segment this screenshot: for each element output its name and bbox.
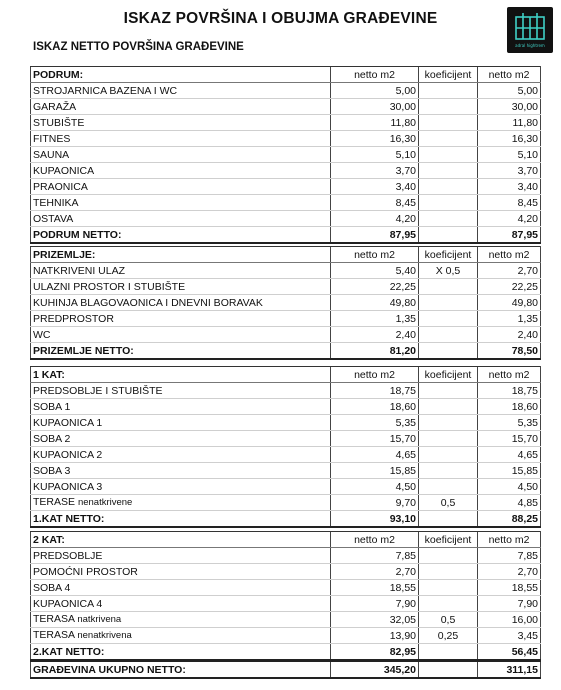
netto-value: 32,05 [331,612,419,628]
netto-adjusted-value: 18,55 [478,580,541,596]
column-header-netto: netto m2 [331,67,419,83]
room-name [31,83,331,99]
total-koeficijent [419,644,478,661]
total-koeficijent [419,227,478,244]
room-name [31,263,331,279]
room-name [31,548,331,564]
netto-adjusted-value: 3,70 [478,163,541,179]
netto-adjusted-value: 4,85 [478,495,541,511]
room-name [31,211,331,227]
netto-adjusted-value: 16,30 [478,131,541,147]
total-label: 1.KAT NETTO: [31,511,331,528]
room-label: POMOĆNI PROSTOR [33,565,138,578]
table-row [31,327,541,343]
koeficijent-value [419,580,478,596]
netto-value: 2,70 [331,564,419,580]
netto-adjusted-value: 3,45 [478,628,541,644]
room-label-detail: nenatkrivene [77,497,133,508]
room-name [31,195,331,211]
section-header-row [31,247,541,263]
total-koeficijent [419,511,478,528]
section-header-row [31,532,541,548]
room-label: ULAZNI PROSTOR I STUBIŠTE [33,280,186,293]
netto-adjusted-value: 16,00 [478,612,541,628]
room-name [31,495,331,511]
netto-value: 8,45 [331,195,419,211]
table-row [31,279,541,295]
room-name [31,415,331,431]
netto-value: 15,70 [331,431,419,447]
column-header-netto-adjusted: netto m2 [478,67,541,83]
room-name [31,131,331,147]
netto-adjusted-value: 18,60 [478,399,541,415]
section-3 [30,531,540,661]
netto-value: 7,85 [331,548,419,564]
netto-adjusted-value: 5,35 [478,415,541,431]
room-name [31,327,331,343]
room-label-detail: natkrivena [77,614,122,625]
koeficijent-value [419,131,478,147]
koeficijent-value [419,147,478,163]
room-name [31,295,331,311]
total-netto-adjusted: 88,25 [478,511,541,528]
room-name [31,115,331,131]
grand-total-row [31,661,541,678]
netto-value: 5,35 [331,415,419,431]
table-row [31,83,541,99]
grand-total-label: GRAĐEVINA UKUPNO NETTO: [31,661,331,678]
total-label: PODRUM NETTO: [31,227,331,244]
netto-adjusted-value: 15,85 [478,463,541,479]
netto-value: 3,70 [331,163,419,179]
netto-value: 18,60 [331,399,419,415]
section-0 [30,66,540,244]
room-label: SOBA 1 [33,400,71,413]
table-row [31,131,541,147]
table-row [31,596,541,612]
column-header-netto: netto m2 [331,367,419,383]
room-name [31,447,331,463]
koeficijent-value [419,564,478,580]
column-header-koeficijent: koeficijent [419,367,478,383]
netto-adjusted-value: 5,10 [478,147,541,163]
room-label: KUPAONICA 2 [33,448,103,461]
room-name [31,628,331,644]
netto-value: 7,90 [331,596,419,612]
room-label: SAUNA [33,148,70,161]
section-name: 2 KAT: [31,532,331,548]
grand-total-section [30,660,540,679]
room-label: SOBA 3 [33,464,71,477]
room-label: KUPAONICA 1 [33,416,103,429]
grand-total-koeficijent [419,661,478,678]
netto-adjusted-value: 7,90 [478,596,541,612]
koeficijent-value [419,295,478,311]
column-header-koeficijent: koeficijent [419,67,478,83]
netto-adjusted-value: 15,70 [478,431,541,447]
netto-value: 5,00 [331,83,419,99]
netto-value: 18,55 [331,580,419,596]
koeficijent-value [419,163,478,179]
area-table [30,660,541,679]
table-row [31,399,541,415]
column-header-netto-adjusted: netto m2 [478,247,541,263]
koeficijent-value [419,447,478,463]
table-row [31,99,541,115]
room-label: PRAONICA [33,180,88,193]
room-name [31,179,331,195]
column-header-koeficijent: koeficijent [419,532,478,548]
total-label: 2.KAT NETTO: [31,644,331,661]
column-header-netto: netto m2 [331,247,419,263]
table-row [31,479,541,495]
section-name: PRIZEMLJE: [31,247,331,263]
room-label: KUPAONICA 3 [33,480,103,493]
netto-adjusted-value: 18,75 [478,383,541,399]
room-label: PREDPROSTOR [33,312,114,325]
room-label: TERASA [33,613,75,625]
page-title: ISKAZ POVRŠINA I OBUJMA GRAĐEVINE [123,10,438,27]
room-label: TEHNIKA [33,196,79,209]
column-header-netto-adjusted: netto m2 [478,532,541,548]
koeficijent-value [419,548,478,564]
netto-adjusted-value: 4,50 [478,479,541,495]
room-label: PREDSOBLJE [33,549,103,562]
section-header-row [31,67,541,83]
room-name [31,147,331,163]
room-label: SOBA 2 [33,432,71,445]
koeficijent-value [419,399,478,415]
room-label: TERASE [33,496,76,508]
koeficijent-value [419,383,478,399]
area-table [30,531,541,661]
koeficijent-value [419,463,478,479]
koeficijent-value [419,179,478,195]
section-total-row [31,227,541,244]
table-row [31,383,541,399]
section-total-row [31,343,541,360]
netto-value: 30,00 [331,99,419,115]
koeficijent-value [419,279,478,295]
area-table [30,66,541,244]
koeficijent-value [419,596,478,612]
koeficijent-value [419,211,478,227]
room-name [31,311,331,327]
koeficijent-value [419,311,478,327]
table-row [31,580,541,596]
room-name [31,463,331,479]
netto-adjusted-value: 2,70 [478,263,541,279]
netto-value: 15,85 [331,463,419,479]
table-row [31,163,541,179]
netto-adjusted-value: 8,45 [478,195,541,211]
room-label: WC [33,328,51,341]
netto-value: 16,30 [331,131,419,147]
room-name [31,431,331,447]
koeficijent-value [419,327,478,343]
total-netto-adjusted: 87,95 [478,227,541,244]
page-subtitle: ISKAZ NETTO POVRŠINA GRAĐEVINE [33,41,244,53]
total-netto-adjusted: 78,50 [478,343,541,360]
room-name [31,383,331,399]
total-netto: 87,95 [331,227,419,244]
netto-adjusted-value: 5,00 [478,83,541,99]
total-netto: 93,10 [331,511,419,528]
netto-adjusted-value: 4,20 [478,211,541,227]
company-logo [507,7,553,53]
column-header-netto: netto m2 [331,532,419,548]
room-name [31,163,331,179]
section-2 [30,366,540,528]
koeficijent-value: 0,5 [419,612,478,628]
table-row [31,179,541,195]
section-1 [30,246,540,360]
room-label: FITNES [33,132,71,145]
table-row [31,415,541,431]
netto-adjusted-value: 22,25 [478,279,541,295]
netto-value: 2,40 [331,327,419,343]
room-label: KUPAONICA 4 [33,597,103,610]
koeficijent-value [419,83,478,99]
koeficijent-value: 0,25 [419,628,478,644]
netto-value: 4,50 [331,479,419,495]
room-name [31,580,331,596]
total-netto: 82,95 [331,644,419,661]
netto-value: 1,35 [331,311,419,327]
netto-value: 5,40 [331,263,419,279]
table-row [31,612,541,628]
room-label: GARAŽA [33,100,77,113]
netto-value: 3,40 [331,179,419,195]
room-name [31,399,331,415]
netto-value: 4,65 [331,447,419,463]
koeficijent-value [419,415,478,431]
koeficijent-value [419,195,478,211]
koeficijent-value [419,99,478,115]
table-row [31,628,541,644]
room-label-detail: nenatkrivena [77,630,132,641]
netto-adjusted-value: 3,40 [478,179,541,195]
koeficijent-value [419,479,478,495]
table-row [31,211,541,227]
room-name [31,99,331,115]
netto-adjusted-value: 2,40 [478,327,541,343]
grand-total-netto-adjusted: 311,15 [478,661,541,678]
netto-adjusted-value: 7,85 [478,548,541,564]
room-label: PREDSOBLJE I STUBIŠTE [33,384,163,397]
room-label: STUBIŠTE [33,116,85,129]
table-row [31,263,541,279]
netto-adjusted-value: 11,80 [478,115,541,131]
section-name: PODRUM: [31,67,331,83]
netto-value: 22,25 [331,279,419,295]
table-row [31,147,541,163]
table-row [31,447,541,463]
netto-adjusted-value: 4,65 [478,447,541,463]
netto-value: 18,75 [331,383,419,399]
koeficijent-value [419,431,478,447]
netto-adjusted-value: 30,00 [478,99,541,115]
netto-adjusted-value: 2,70 [478,564,541,580]
koeficijent-value [419,115,478,131]
room-name [31,564,331,580]
section-total-row [31,644,541,661]
room-name [31,279,331,295]
room-name [31,612,331,628]
section-name: 1 KAT: [31,367,331,383]
total-koeficijent [419,343,478,360]
column-header-koeficijent: koeficijent [419,247,478,263]
koeficijent-value: X 0,5 [419,263,478,279]
room-label: KUHINJA BLAGOVAONICA I DNEVNI BORAVAK [33,296,263,309]
room-label: OSTAVA [33,212,74,225]
room-label: TERASA [33,629,75,641]
area-table [30,366,541,528]
section-total-row [31,511,541,528]
netto-value: 49,80 [331,295,419,311]
table-row [31,564,541,580]
table-row [31,548,541,564]
table-row [31,495,541,511]
table-row [31,431,541,447]
room-name [31,479,331,495]
netto-value: 13,90 [331,628,419,644]
koeficijent-value: 0,5 [419,495,478,511]
netto-value: 4,20 [331,211,419,227]
table-row [31,115,541,131]
netto-value: 11,80 [331,115,419,131]
total-netto: 81,20 [331,343,419,360]
netto-value: 9,70 [331,495,419,511]
netto-adjusted-value: 49,80 [478,295,541,311]
table-row [31,311,541,327]
table-row [31,295,541,311]
area-table [30,246,541,360]
room-label: STROJARNICA BAZENA I WC [33,84,178,97]
total-netto-adjusted: 56,45 [478,644,541,661]
room-label: NATKRIVENI ULAZ [33,264,125,277]
netto-value: 5,10 [331,147,419,163]
table-row [31,195,541,211]
netto-adjusted-value: 1,35 [478,311,541,327]
room-label: SOBA 4 [33,581,71,594]
room-label: KUPAONICA [33,164,95,177]
table-row [31,463,541,479]
grand-total-netto: 345,20 [331,661,419,678]
total-label: PRIZEMLJE NETTO: [31,343,331,360]
column-header-netto-adjusted: netto m2 [478,367,541,383]
logo-text: adral hightrem [515,43,545,48]
section-header-row [31,367,541,383]
room-name [31,596,331,612]
